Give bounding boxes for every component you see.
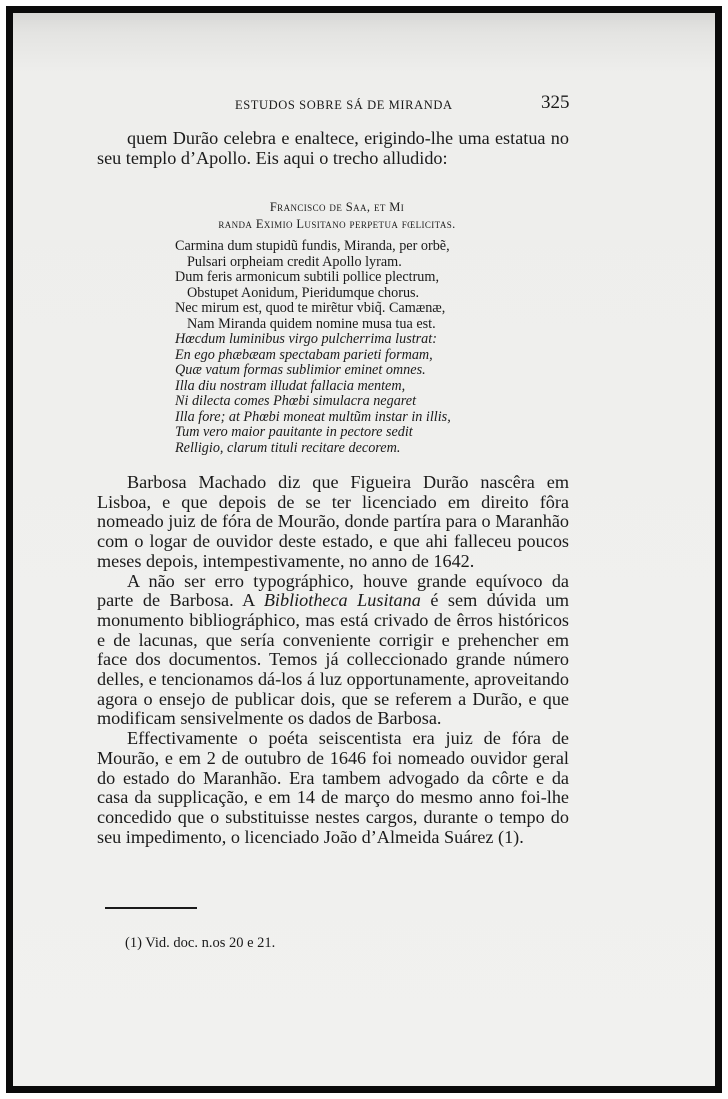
- poem-line: Tum vero maior pauitante in pectore sedit: [175, 424, 413, 440]
- poem-line: Illa fore; at Phœbi moneat multũm instar in illis,: [175, 408, 451, 425]
- paragraph-text: é sem dúvida um monumento bibliográphico, mas está crivado de êrros históricos e de lacunas, que sería conveniente corrigir e prehencher em face dos documentos. Temos já colleccionado grande número delles, e tencionamos dá-los á luz opportunamente, aproveitando agora o ensejo de publicar dois, que se referem a Durão, e que modificam sensivelmente os dados de Barbosa.: [97, 590, 569, 729]
- intro-paragraph: quem Durão celebra e enaltece, erigindo-lhe uma estatua no seu templo d’Apollo. Eis aqui o trecho alludido:: [97, 128, 569, 168]
- poem-line: Hœcdum luminibus virgo pulcherrima lustrat:: [175, 331, 437, 347]
- poem-line: Nec mirum est, quod te mirẽtur vbiq̃. Camænæ,: [175, 300, 446, 316]
- book-page: [13, 13, 715, 1086]
- page-frame: [6, 6, 722, 1093]
- main-text: [97, 473, 569, 847]
- page-number: 325: [541, 92, 570, 113]
- paragraph: [97, 572, 569, 730]
- poem-heading-line-1: Francisco de Saa, et Mi: [269, 200, 405, 214]
- poem-heading-line-2: randa Eximio Lusitano perpetua fœlicitas.: [218, 217, 456, 231]
- poem-heading: [107, 199, 567, 233]
- poem-line: Carmina dum stupidũ fundis, Miranda, per orbẽ,: [175, 238, 450, 254]
- running-head: ESTUDOS SOBRE SÁ DE MIRANDA: [235, 98, 453, 112]
- intro-text: [97, 129, 569, 168]
- poem-line: Obstupet Aonidum, Pieridumque chorus.: [187, 284, 420, 301]
- paragraph: Barbosa Machado diz que Figueira Durão nascêra em Lisboa, e que depois de se ter licenciado em direito fôra nomeado juiz de fóra de Mourão, donde partíra para o Maranhão com o logar de ouvidor deste estado, e que ahi falleceu poucos meses depois, intempestivamente, no anno de 1642.: [97, 472, 569, 571]
- poem-line: Illa diu nostram illudat fallacia mentem,: [175, 377, 406, 394]
- book-title: Bibliotheca Lusitana: [263, 590, 421, 611]
- latin-poem: [175, 239, 535, 456]
- poem-line: En ego phæbæam spectabam parieti formam,: [175, 346, 433, 363]
- paragraph-text: A não ser erro typográphico, houve grande equívoco da parte de Barbosa. A: [97, 570, 569, 611]
- poem-line: Dum feris armonicum subtili pollice plectrum,: [175, 269, 439, 285]
- footnote-divider: [105, 907, 197, 909]
- paragraph: Effectivamente o poéta seiscentista era juiz de fóra de Mourão, e em 2 de outubro de 1646 foi nomeado ouvidor geral do estado do Maranhão. Era tambem advogado da côrte e da casa da supplicação, e em 14 de março do mesmo anno foi-lhe concedido que o substituisse nestes cargos, durante o tempo do seu impedimento, o licenciado João d’Almeida Suárez (1).: [97, 728, 569, 847]
- poem-line: Quæ vatum formas sublimior eminet omnes.: [175, 362, 426, 378]
- poem-line: Ni dilecta comes Phœbi simulacra negaret: [175, 393, 417, 409]
- footnote: (1) Vid. doc. n.os 20 e 21.: [125, 935, 276, 951]
- poem-line: Relligio, clarum tituli recitare decorem.: [175, 439, 401, 456]
- poem-line: Nam Miranda quidem nomine musa tua est.: [187, 315, 436, 332]
- poem-line: Pulsari orpheiam credit Apollo lyram.: [187, 253, 402, 270]
